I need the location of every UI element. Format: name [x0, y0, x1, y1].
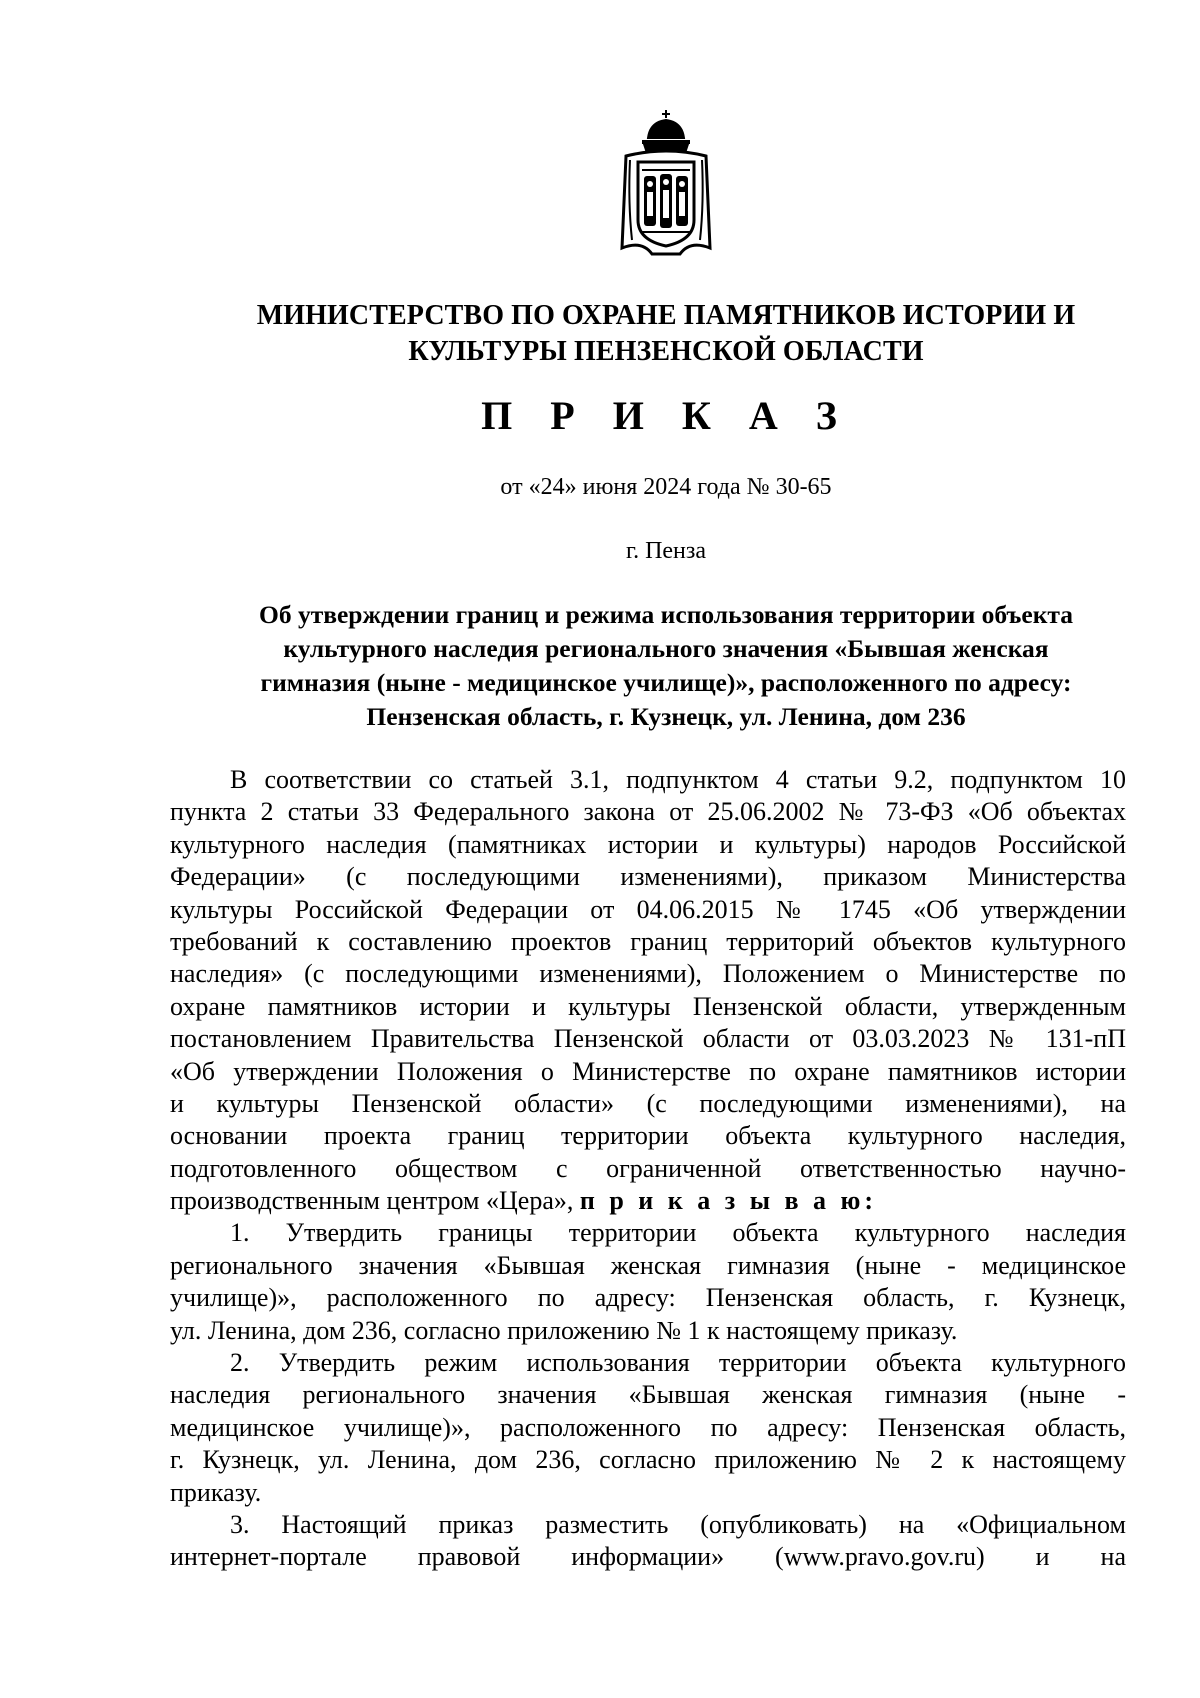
subject-line: Пензенская область, г. Кузнецк, ул. Ленина, дом 236	[366, 702, 966, 731]
penza-oblast-coat-of-arms-icon	[620, 108, 712, 258]
preamble-line: охране памятников истории и культуры Пензенской области, утвержденным	[170, 991, 1126, 1021]
preamble-line: основании проекта границ территории объекта культурного наследия,	[170, 1121, 1126, 1151]
item-1-line: училище)», расположенного по адресу: Пензенская область, г. Кузнецк,	[170, 1283, 1126, 1313]
subject-line: культурного наследия регионального значения «Бывшая женская	[283, 634, 1049, 663]
document-city: г. Пенза	[625, 538, 707, 564]
preamble-line: наследия» (с последующими изменениями), Положением о Министерстве по	[170, 959, 1126, 989]
item-1-line: ул. Ленина, дом 236, согласно приложению № 1 к настоящему приказу.	[170, 1315, 958, 1345]
subject-line: гимназия (ныне - медицинское училище)», расположенного по адресу:	[260, 668, 1072, 697]
document-type-title: П Р И К А З	[481, 393, 851, 438]
preamble-line: постановлением Правительства Пензенской области от 03.03.2023 № 131-пП	[170, 1024, 1126, 1054]
preamble-line: «Об утверждении Положения о Министерстве по охране памятников истории	[170, 1056, 1126, 1086]
item-3-line: 3. Настоящий приказ разместить (опубликовать) на «Официальном	[230, 1509, 1126, 1539]
item-2-line: 2. Утвердить режим использования территории объекта культурного	[230, 1348, 1126, 1378]
preamble-last-text: производственным центром «Цера»,	[170, 1186, 574, 1216]
ministry-name-line-2: КУЛЬТУРЫ ПЕНЗЕНСКОЙ ОБЛАСТИ	[408, 336, 924, 367]
preamble-line: культурного наследия (памятниках истории и культуры) народов Российской	[170, 829, 1126, 859]
preamble-line: и культуры Пензенской области» (с последующими изменениями), на	[170, 1088, 1126, 1118]
item-2-line: приказу.	[170, 1477, 262, 1507]
preamble-last-line	[170, 1185, 1126, 1217]
document-body	[170, 764, 1126, 1574]
item-1-line: регионального значения «Бывшая женская гимназия (ныне - медицинское	[170, 1250, 1126, 1280]
preamble-line: подготовленного обществом с ограниченной ответственностью научно-	[170, 1153, 1126, 1183]
item-2-line: г. Кузнецк, ул. Ленина, дом 236, согласно приложению № 2 к настоящему	[170, 1445, 1126, 1475]
preamble-line: культуры Российской Федерации от 04.06.2015 № 1745 «Об утверждении	[170, 894, 1126, 924]
document-date-number: от «24» июня 2024 года № 30-65	[500, 474, 832, 500]
ministry-name-line-1: МИНИСТЕРСТВО ПО ОХРАНЕ ПАМЯТНИКОВ ИСТОРИИ И	[256, 300, 1076, 331]
ministry-name	[170, 298, 1162, 370]
preamble-line: пункта 2 статьи 33 Федерального закона от 25.06.2002 № 73-ФЗ «Об объектах	[170, 797, 1126, 827]
item-2-line: наследия регионального значения «Бывшая женская гимназия (ныне -	[170, 1380, 1126, 1410]
preamble-line: Федерации» (с последующими изменениями), приказом Министерства	[170, 862, 1126, 892]
preamble-line: В соответствии со статьей 3.1, подпунктом 4 статьи 9.2, подпунктом 10	[230, 765, 1126, 794]
item-2-line: медицинское училище)», расположенного по адресу: Пензенская область,	[170, 1412, 1126, 1442]
subject-line: Об утверждении границ и режима использования территории объекта	[258, 600, 1073, 629]
item-1-line: 1. Утвердить границы территории объекта культурного наследия	[230, 1218, 1126, 1248]
item-3-line: интернет-портале правовой информации» (www.pravo.gov.ru) и на	[170, 1542, 1126, 1572]
order-word: п р и к а з ы в а ю:	[579, 1186, 878, 1216]
preamble-line: требований к составлению проектов границ территорий объектов культурного	[170, 926, 1126, 956]
document-subject	[170, 598, 1162, 734]
